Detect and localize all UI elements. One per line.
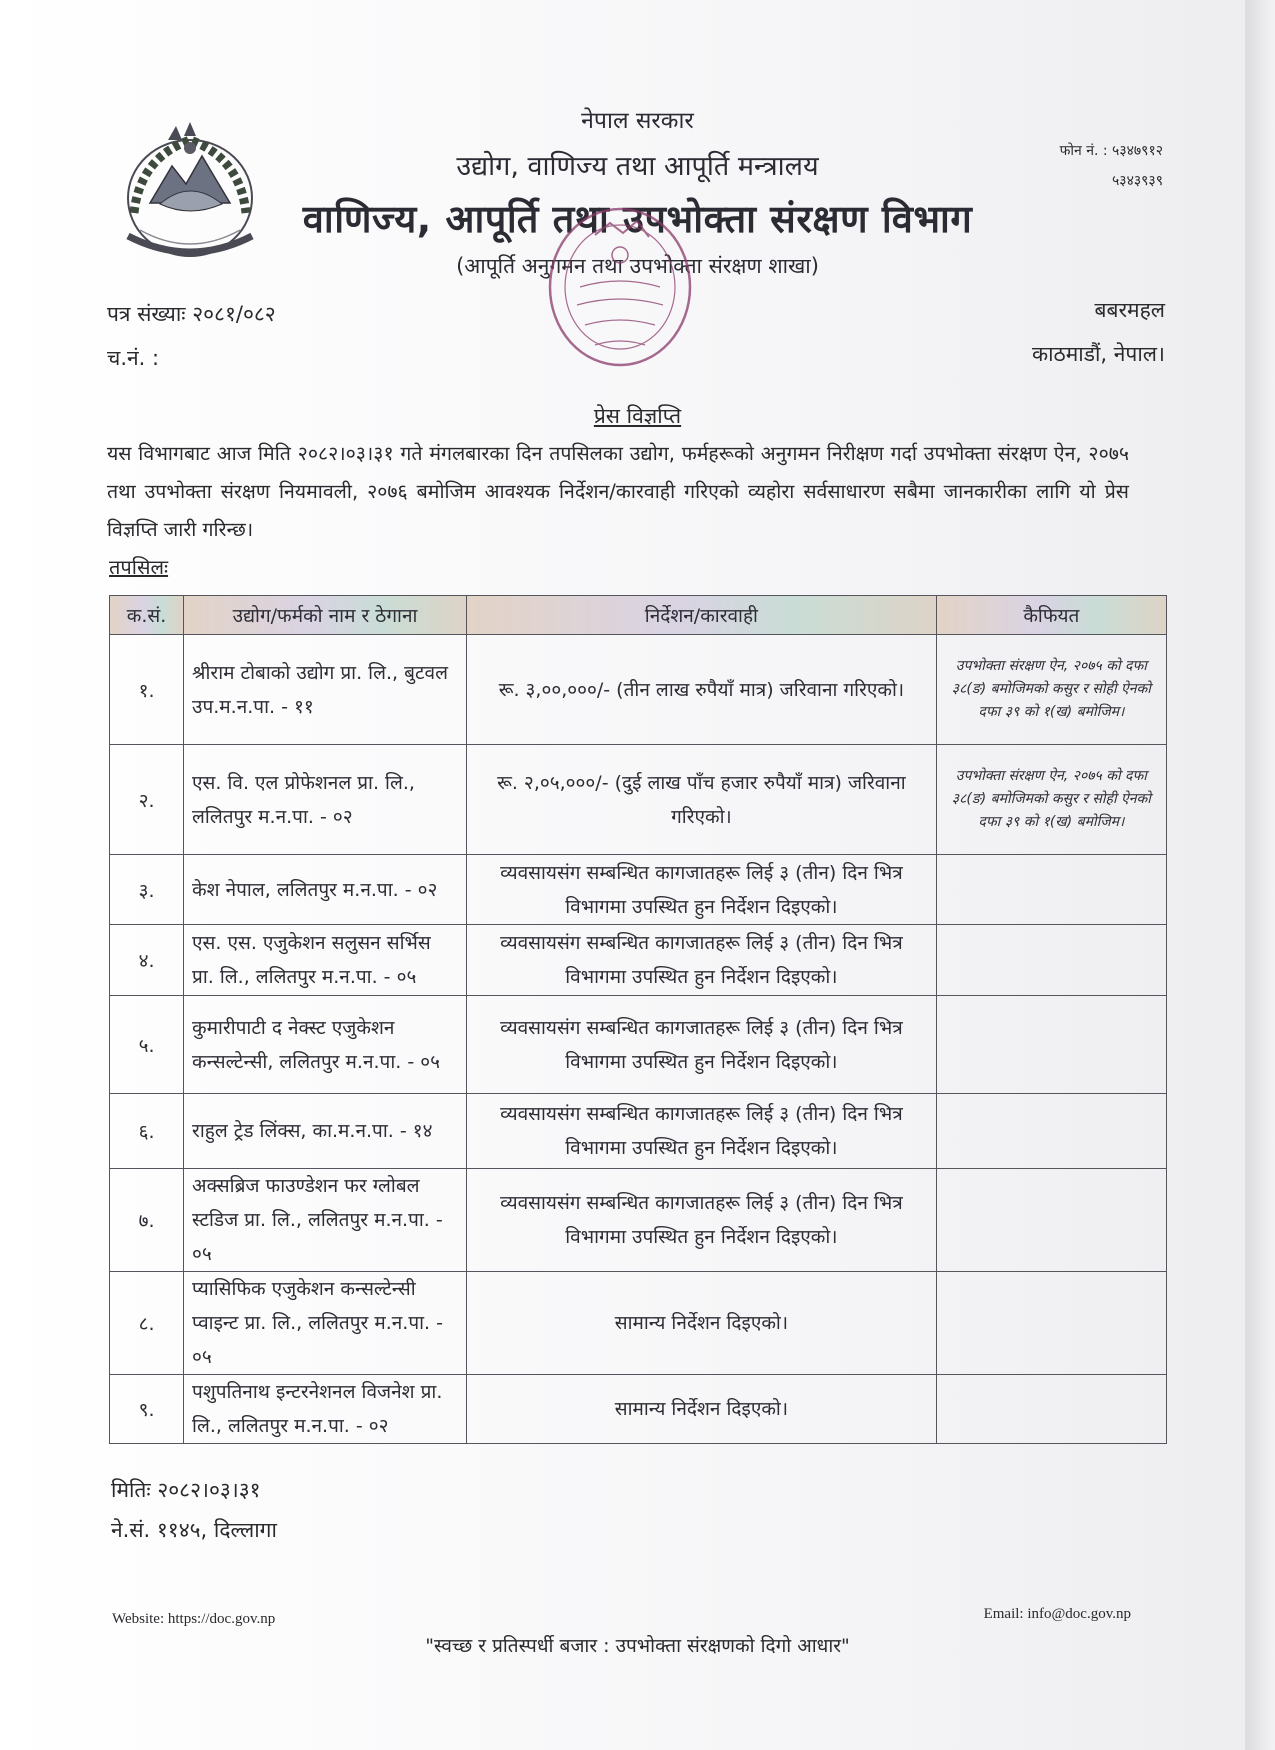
column-header-remark: कैफियत xyxy=(936,596,1166,635)
row-serial: २. xyxy=(110,745,184,855)
row-remark: उपभोक्ता संरक्षण ऐन, २०७५ को दफा ३८(ङ) बमोजिमको कसुर र सोही ऐनको दफा ३९ को १(ख) बमोजिम। xyxy=(936,745,1166,855)
row-remark: उपभोक्ता संरक्षण ऐन, २०७५ को दफा ३८(ङ) बमोजिमको कसुर र सोही ऐनको दफा ३९ को १(ख) बमोजिम। xyxy=(936,635,1166,745)
table-row xyxy=(110,745,1167,855)
dispatch-number: च.नं. : xyxy=(107,346,160,370)
row-action: व्यवसायसंग सम्बन्धित कागजातहरू लिई ३ (तीन) दिन भित्र विभागमा उपस्थित हुन निर्देशन दिइएको। xyxy=(467,1169,937,1272)
table-row xyxy=(110,1094,1167,1169)
row-remark xyxy=(936,1272,1166,1375)
phone-block xyxy=(1060,136,1163,196)
address-line-1: बबरमहल xyxy=(1094,298,1165,322)
row-firm: अक्सब्रिज फाउण्डेशन फर ग्लोबल स्टडिज प्रा. लि., ललितपुर म.न.पा. - ०५ xyxy=(184,1169,467,1272)
row-action: रू. २,०५,०००/- (दुई लाख पाँच हजार रुपैयाँ मात्र) जरिवाना गरिएको। xyxy=(467,745,937,855)
table-row xyxy=(110,1169,1167,1272)
row-firm: कुमारीपाटी द नेक्स्ट एजुकेशन कन्सल्टेन्सी, ललितपुर म.न.पा. - ०५ xyxy=(184,996,467,1094)
phone-number-2: ५३४३९३९ xyxy=(1112,173,1163,189)
row-firm: एस. एस. एजुकेशन सलुसन सर्भिस प्रा. लि., ललितपुर म.न.पा. - ०५ xyxy=(184,925,467,996)
press-release-body: यस विभागबाट आज मिति २०८२।०३।३१ गते मंगलबारका दिन तपसिलका उद्योग, फर्महरूको अनुगमन निरीक्षण गर्दा उपभोक्ता संरक्षण ऐन, २०७५ तथा उपभोक्ता संरक्षण नियमावली, २०७६ बमोजिम आवश्यक निर्देशन/कारवाही गरिएको व्यहोरा सर्वसाधारण सबैमा जानकारीका लागि यो प्रेस विज्ञप्ति जारी गरिन्छ। xyxy=(107,442,1129,541)
row-firm: प्यासिफिक एजुकेशन कन्सल्टेन्सी प्वाइन्ट प्रा. लि., ललितपुर म.न.पा. - ०५ xyxy=(184,1272,467,1375)
press-release-title: प्रेस विज्ञप्ति xyxy=(593,404,682,428)
row-firm: केश नेपाल, ललितपुर म.न.पा. - ०२ xyxy=(184,855,467,925)
website-link[interactable]: Website: https://doc.gov.np xyxy=(112,1611,276,1627)
letter-number: पत्र संख्याः २०८१/०८२ xyxy=(107,302,276,326)
row-firm: श्रीराम टोबाको उद्योग प्रा. लि., बुटवल उप.म.न.पा. - ११ xyxy=(184,635,467,745)
row-firm: एस. वि. एल प्रोफेशनल प्रा. लि., ललितपुर म.न.पा. - ०२ xyxy=(184,745,467,855)
column-header-firm: उद्योग/फर्मको नाम र ठेगाना xyxy=(184,596,467,635)
row-firm: राहुल ट्रेड लिंक्स, का.म.न.पा. - १४ xyxy=(184,1094,467,1169)
table-row xyxy=(110,1375,1167,1444)
row-serial: ७. xyxy=(110,1169,184,1272)
row-action: व्यवसायसंग सम्बन्धित कागजातहरू लिई ३ (तीन) दिन भित्र विभागमा उपस्थित हुन निर्देशन दिइएको। xyxy=(467,855,937,925)
issue-date: मितिः २०८२।०३।३१ xyxy=(111,1478,261,1502)
ministry-name: उद्योग, वाणिज्य तथा आपूर्ति मन्त्रालय xyxy=(456,151,819,182)
email-link[interactable]: Email: info@doc.gov.np xyxy=(983,1606,1131,1622)
row-serial: १. xyxy=(110,635,184,745)
table-row xyxy=(110,635,1167,745)
table-row xyxy=(110,996,1167,1094)
row-serial: ३. xyxy=(110,855,184,925)
row-remark xyxy=(936,1094,1166,1169)
row-remark xyxy=(936,1375,1166,1444)
row-action: सामान्य निर्देशन दिइएको। xyxy=(467,1375,937,1444)
row-action: व्यवसायसंग सम्बन्धित कागजातहरू लिई ३ (तीन) दिन भित्र विभागमा उपस्थित हुन निर्देशन दिइएको। xyxy=(467,925,937,996)
row-serial: ४. xyxy=(110,925,184,996)
table-row xyxy=(110,855,1167,925)
row-firm: पशुपतिनाथ इन्टरनेशनल विजनेश प्रा. लि., ललितपुर म.न.पा. - ०२ xyxy=(184,1375,467,1444)
office-address xyxy=(1032,288,1165,376)
department-name: वाणिज्य, आपूर्ति तथा उपभोक्ता संरक्षण विभाग xyxy=(302,197,973,241)
table-row xyxy=(110,925,1167,996)
row-action: रू. ३,००,०००/- (तीन लाख रुपैयाँ मात्र) जरिवाना गरिएको। xyxy=(467,635,937,745)
inspection-table xyxy=(109,595,1167,1444)
row-action: व्यवसायसंग सम्बन्धित कागजातहरू लिई ३ (तीन) दिन भित्र विभागमा उपस्थित हुन निर्देशन दिइएको। xyxy=(467,996,937,1094)
branch-name: (आपूर्ति अनुगमन तथा उपभोक्ता संरक्षण शाखा) xyxy=(456,254,819,278)
row-serial: ५. xyxy=(110,996,184,1094)
nepal-sambat-date: ने.सं. ११४५, दिल्लागा xyxy=(111,1518,277,1542)
row-serial: ८. xyxy=(110,1272,184,1375)
address-line-2: काठमाडौं, नेपाल। xyxy=(1031,342,1165,366)
phone-number-1: फोन नं. : ५३४७९१२ xyxy=(1059,143,1163,159)
row-remark xyxy=(936,855,1166,925)
table-header-row xyxy=(110,596,1167,635)
government-name: नेपाल सरकार xyxy=(581,108,694,134)
annex-label: तपसिलः xyxy=(109,555,169,579)
table-row xyxy=(110,1272,1167,1375)
row-remark xyxy=(936,1169,1166,1272)
row-remark xyxy=(936,996,1166,1094)
official-stamp xyxy=(515,205,730,375)
row-remark xyxy=(936,925,1166,996)
footer-date-block xyxy=(111,1470,277,1550)
column-header-action: निर्देशन/कारवाही xyxy=(467,596,937,635)
row-action: सामान्य निर्देशन दिइएको। xyxy=(467,1272,937,1375)
row-serial: ९. xyxy=(110,1375,184,1444)
row-action: व्यवसायसंग सम्बन्धित कागजातहरू लिई ३ (तीन) दिन भित्र विभागमा उपस्थित हुन निर्देशन दिइएको। xyxy=(467,1094,937,1169)
letter-meta xyxy=(107,292,276,380)
row-serial: ६. xyxy=(110,1094,184,1169)
footer-slogan: "स्वच्छ र प्रतिस्पर्धी बजार : उपभोक्ता संरक्षणको दिगो आधार" xyxy=(425,1635,850,1657)
column-header-serial: क.सं. xyxy=(110,596,184,635)
